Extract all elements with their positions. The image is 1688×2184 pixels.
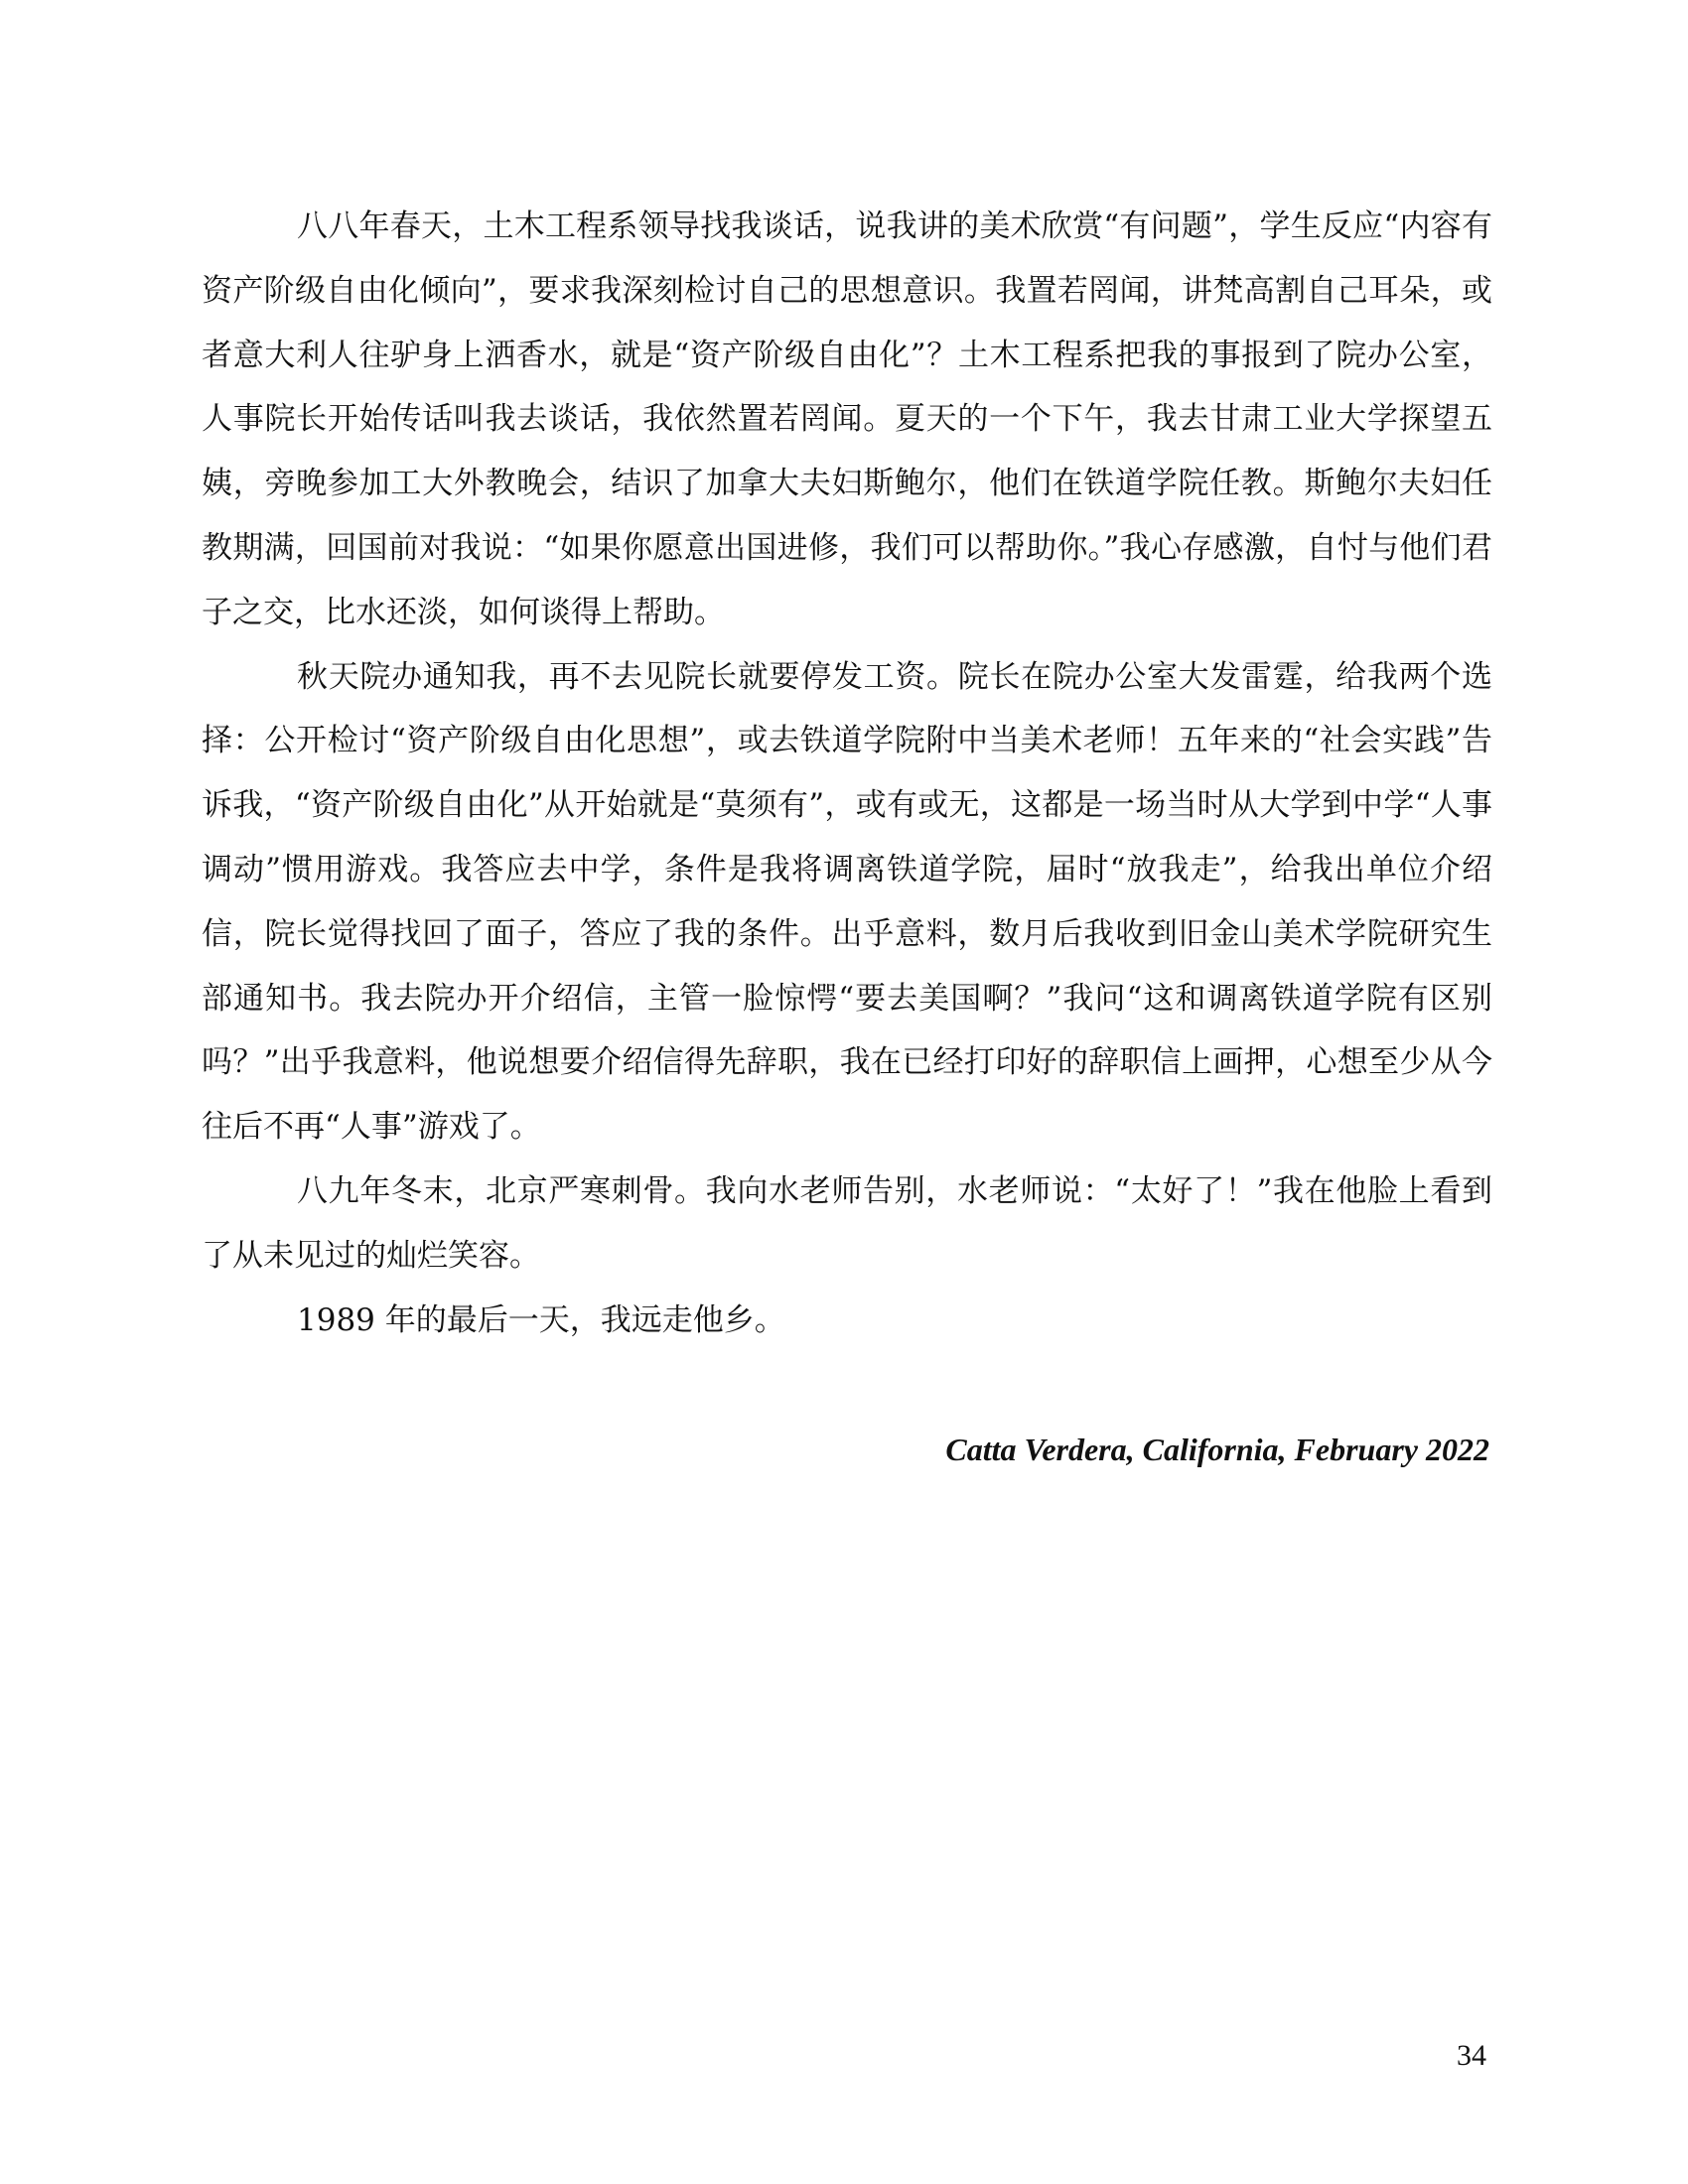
paragraph-2: 秋天院办通知我，再不去见院长就要停发工资。院长在院办公室大发雷霆，给我两个选择：公开检讨“资产阶级自由化思想”，或去铁道学院附中当美术老师！五年来的“社会实践”告诉我，“资产阶级自由化”从开始就是“莫须有”，或有或无，这都是一场当时从大学到中学“人事调动”惯用游戏。我答应去中学，条件是我将调离铁道学院，届时“放我走”，给我出单位介绍信，院长觉得找回了面子，答应了我的条件。出乎意料，数月后我收到旧金山美术学院研究生部通知书。我去院办开介绍信，主管一脸惊愕“要去美国啊？”我问“这和调离铁道学院有区别吗？”出乎我意料，他说想要介绍信得先辞职，我在已经打印好的辞职信上画押，心想至少从今往后不再“人事”游戏了。 bbox=[202, 658, 1492, 1146]
paragraph-4: 1989 年的最后一天，我远走他乡。 bbox=[297, 1301, 785, 1338]
paragraph-1: 八八年春天，土木工程系领导找我谈话，说我讲的美术欣赏“有问题”，学生反应“内容有资产阶级自由化倾向”，要求我深刻检讨自己的思想意识。我置若罔闻，讲梵高割自己耳朵，或者意大利人往驴身上洒香水，就是“资产阶级自由化”？土木工程系把我的事报到了院办公室，人事院长开始传话叫我去谈话，我依然置若罔闻。夏天的一个下午，我去甘肃工业大学探望五姨，旁晚参加工大外教晚会，结识了加拿大夫妇斯鲍尔，他们在铁道学院任教。斯鲍尔夫妇任教期满，回国前对我说：“如果你愿意出国进修，我们可以帮助你。”我心存感激，自忖与他们君子之交，比水还淡，如何谈得上帮助。 bbox=[202, 208, 1492, 630]
page-number: 34 bbox=[1457, 2039, 1486, 2072]
paragraph-3: 八九年冬末，北京严寒刺骨。我向水老师告别，水老师说：“太好了！”我在他脸上看到了从未见过的灿烂笑容。 bbox=[202, 1172, 1492, 1274]
signature-line: Catta Verdera, California, February 2022 bbox=[945, 1432, 1489, 1467]
body-text bbox=[202, 195, 1492, 1352]
